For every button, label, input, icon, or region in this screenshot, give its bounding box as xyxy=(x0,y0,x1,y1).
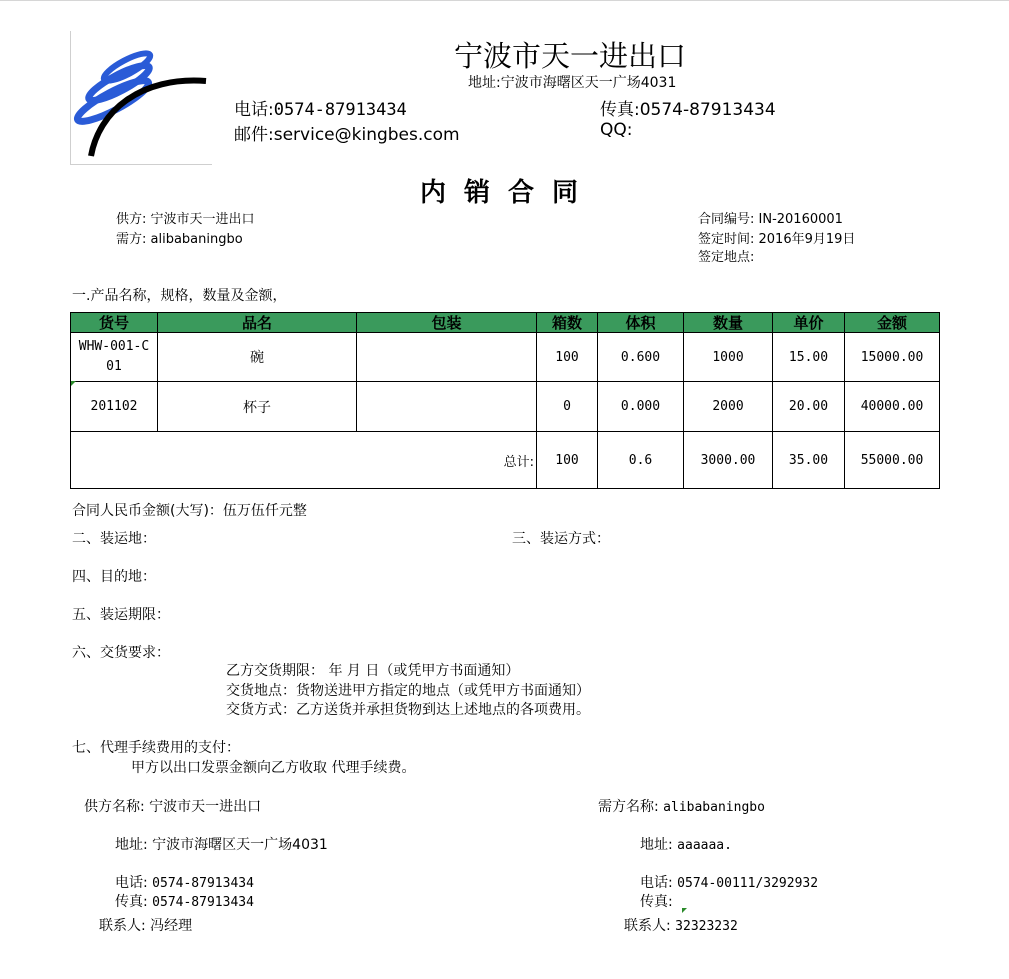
delivery-line: 交货方式：乙方送货并承担货物到达上述地点的各项费用。 xyxy=(226,702,590,718)
section-agency-fee: 七、代理手续费用的支付： xyxy=(72,740,240,756)
amount-in-words: 合同人民币金额(大写)：伍万伍仟元整 xyxy=(72,503,307,519)
cell-name: 碗 xyxy=(158,333,357,382)
footer-buyer-fax xyxy=(640,891,673,911)
cell-amount: 40000.00 xyxy=(845,382,940,432)
footer-buyer-address xyxy=(640,834,732,854)
footer-buyer-name-value: alibabaningbo xyxy=(663,800,765,815)
col-header-amount: 金额 xyxy=(845,313,940,333)
header-qq xyxy=(600,120,633,140)
header-fax-value: 0574-87913434 xyxy=(639,100,776,120)
col-header-price: 单价 xyxy=(773,313,845,333)
section-loading-place: 二、装运地： xyxy=(72,531,156,547)
header-email-value: service@kingbes.com xyxy=(273,125,460,145)
header-fax xyxy=(600,95,776,120)
footer-supplier-name-label: 供方名称: xyxy=(84,799,145,815)
sign-place: 签定地点: xyxy=(698,250,755,265)
footer-buyer-phone xyxy=(640,872,818,892)
cell-code: WHW-001-C01 xyxy=(71,333,158,382)
footer-buyer-fax-label: 传真: xyxy=(640,894,673,910)
col-header-name: 品名 xyxy=(158,313,357,333)
header-qq-label: QQ: xyxy=(600,120,633,140)
footer-supplier-fax xyxy=(115,891,254,911)
footer-buyer-phone-label: 电话: xyxy=(640,875,673,891)
cell-price: 15.00 xyxy=(773,333,845,382)
cell-quantity: 2000 xyxy=(684,382,773,432)
section-products-heading: 一.产品名称，规格，数量及金额， xyxy=(72,288,287,304)
table-header-row xyxy=(71,313,940,333)
footer-supplier-phone xyxy=(115,872,254,892)
footer-buyer-name xyxy=(598,796,765,816)
cell-package xyxy=(357,333,537,382)
footer-buyer-contact-value: 32323232 xyxy=(675,919,738,934)
delivery-line: 乙方交货期限： 年 月 日（或凭甲方书面通知） xyxy=(226,663,520,679)
section-shipping-method: 三、装运方式： xyxy=(512,531,610,547)
table-row xyxy=(71,382,940,432)
col-header-code: 货号 xyxy=(71,313,158,333)
table-total-row xyxy=(71,432,940,489)
company-name: 宁波市天一进出口 xyxy=(454,39,687,73)
col-header-cartons: 箱数 xyxy=(537,313,598,333)
footer-buyer-contact xyxy=(624,915,738,935)
contract-number: 合同编号: IN-20160001 xyxy=(698,212,843,227)
cell-price: 20.00 xyxy=(773,382,845,432)
cell-volume: 0.600 xyxy=(598,333,684,382)
total-cartons: 100 xyxy=(537,432,598,489)
footer-buyer-address-label: 地址: xyxy=(640,837,673,853)
footer-supplier-phone-value: 0574-87913434 xyxy=(152,876,254,891)
sign-date: 签定时间: 2016年9月19日 xyxy=(698,232,856,247)
footer-supplier-address-value: 宁波市海曙区天一广场4031 xyxy=(152,837,328,853)
total-quantity: 3000.00 xyxy=(684,432,773,489)
agency-fee-line: 甲方以出口发票金额向乙方收取 代理手续费。 xyxy=(131,760,416,776)
cell-amount: 15000.00 xyxy=(845,333,940,382)
total-label: 总计: xyxy=(71,432,537,489)
header-email xyxy=(234,120,460,145)
logo-swoosh-icon xyxy=(71,31,212,164)
footer-supplier-phone-label: 电话: xyxy=(115,875,148,891)
company-logo xyxy=(70,31,212,165)
section-shipping-period: 五、装运期限： xyxy=(72,607,170,623)
delivery-line: 交货地点：货物送进甲方指定的地点（或凭甲方书面通知） xyxy=(226,683,590,699)
footer-supplier-contact xyxy=(99,915,192,935)
cell-name: 杯子 xyxy=(158,382,357,432)
cell-package xyxy=(357,382,537,432)
table-row xyxy=(71,333,940,382)
supplier-line: 供方: 宁波市天一进出口 xyxy=(116,212,255,227)
footer-supplier-address-label: 地址: xyxy=(115,837,148,853)
total-price: 35.00 xyxy=(773,432,845,489)
footer-buyer-contact-label: 联系人: xyxy=(624,918,671,934)
header-fax-label: 传真: xyxy=(600,100,640,120)
total-amount: 55000.00 xyxy=(845,432,940,489)
col-header-volume: 体积 xyxy=(598,313,684,333)
col-header-package: 包装 xyxy=(357,313,537,333)
cell-quantity: 1000 xyxy=(684,333,773,382)
section-destination: 四、目的地： xyxy=(72,569,156,585)
footer-supplier-contact-label: 联系人: xyxy=(99,918,146,934)
col-header-quantity: 数量 xyxy=(684,313,773,333)
header-phone-value: 0574-87913434 xyxy=(273,100,407,120)
total-volume: 0.6 xyxy=(598,432,684,489)
header-phone xyxy=(234,95,407,120)
cell-cartons: 100 xyxy=(537,333,598,382)
buyer-line: 需方: alibabaningbo xyxy=(116,232,243,247)
footer-supplier-name xyxy=(84,796,261,816)
header-email-label: 邮件: xyxy=(234,125,274,145)
footer-supplier-fax-label: 传真: xyxy=(115,894,148,910)
section-delivery: 六、交货要求： xyxy=(72,645,170,661)
company-address: 地址:宁波市海曙区天一广场4031 xyxy=(468,75,677,91)
cell-comment-marker xyxy=(682,908,687,913)
footer-buyer-phone-value: 0574-00111/3292932 xyxy=(677,876,819,891)
footer-supplier-address xyxy=(115,834,328,854)
top-border xyxy=(0,0,1009,1)
cell-cartons: 0 xyxy=(537,382,598,432)
cell-volume: 0.000 xyxy=(598,382,684,432)
document-title: 内销合同 xyxy=(420,178,597,208)
goods-table xyxy=(70,312,940,489)
footer-supplier-name-value: 宁波市天一进出口 xyxy=(149,799,262,815)
cell-code: 201102 xyxy=(71,382,158,432)
footer-buyer-address-value: aaaaaa. xyxy=(677,838,732,853)
footer-supplier-contact-value: 冯经理 xyxy=(150,918,193,934)
footer-supplier-fax-value: 0574-87913434 xyxy=(152,895,254,910)
footer-buyer-name-label: 需方名称: xyxy=(598,799,659,815)
cell-comment-marker xyxy=(71,381,76,386)
header-phone-label: 电话: xyxy=(234,100,274,120)
